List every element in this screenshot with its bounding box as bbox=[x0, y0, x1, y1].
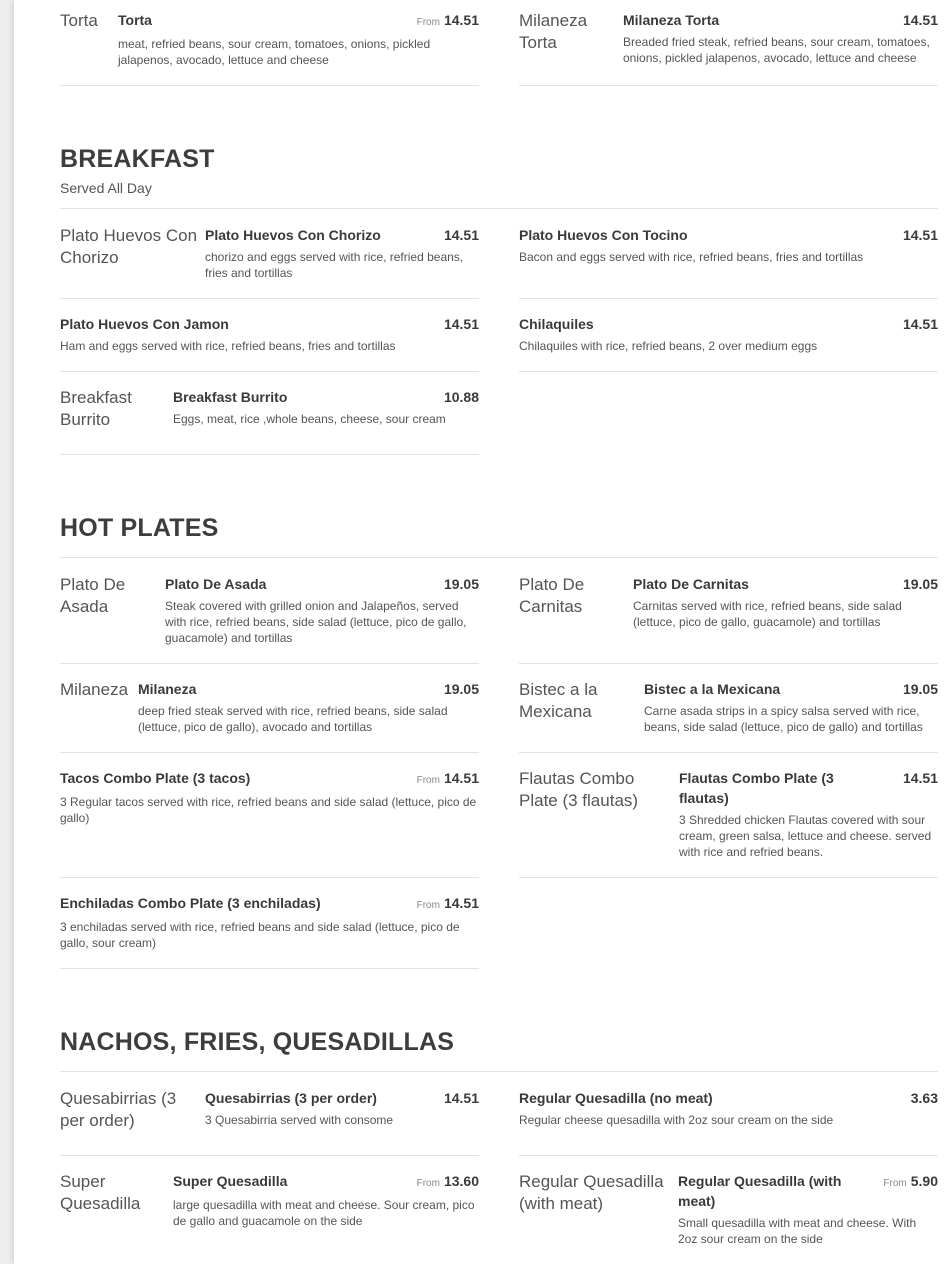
item-description: 3 Shredded chicken Flautas covered with sour cream, green salsa, lettuce and cheese. served with rice and refried beans. bbox=[679, 813, 932, 859]
item-name: Plato Huevos Con Chorizo bbox=[205, 227, 381, 243]
plato-de-carnitas-image: Plato De Carnitas bbox=[519, 575, 585, 616]
item-price: 3.63 bbox=[910, 1090, 938, 1106]
menu-item-tacos-combo-plate[interactable] bbox=[60, 768, 479, 868]
super-quesadilla-image: Super Quesadilla bbox=[60, 1172, 141, 1213]
divider bbox=[519, 752, 938, 753]
item-description: large quesadilla with meat and cheese. Sour cream, pico de gallo and guacamole on the side bbox=[173, 1198, 475, 1228]
item-price: 14.51 bbox=[902, 227, 938, 243]
item-price: From 5.90 bbox=[883, 1173, 938, 1189]
menu-item-regular-quesadilla-with-meat[interactable] bbox=[519, 1171, 938, 1261]
divider bbox=[60, 877, 479, 878]
section-title-nachos-fries-quesadillas: NACHOS, FRIES, QUESADILLAS bbox=[60, 1028, 455, 1056]
item-price: 14.51 bbox=[902, 770, 938, 786]
from-label: From bbox=[416, 17, 440, 28]
section-title-breakfast: BREAKFAST bbox=[60, 145, 215, 173]
item-description: Bacon and eggs served with rice, refried beans, fries and tortillas bbox=[519, 250, 864, 264]
menu-item-chilaquiles[interactable] bbox=[519, 314, 938, 364]
divider bbox=[519, 298, 938, 299]
menu-item-plato-huevos-con-chorizo[interactable] bbox=[60, 225, 479, 290]
item-price: 19.05 bbox=[902, 681, 938, 697]
item-name: Regular Quesadilla (with meat) bbox=[678, 1173, 842, 1209]
divider bbox=[60, 1155, 479, 1156]
divider bbox=[60, 663, 479, 664]
item-price: From 14.51 bbox=[416, 12, 479, 28]
item-description: 3 Quesabirria served with consome bbox=[205, 1113, 394, 1127]
item-name: Bistec a la Mexicana bbox=[644, 681, 781, 697]
from-label: From bbox=[416, 775, 440, 786]
divider bbox=[519, 85, 938, 86]
divider bbox=[60, 968, 479, 969]
item-name: Torta bbox=[118, 12, 152, 28]
item-name: Quesabirrias (3 per order) bbox=[205, 1090, 377, 1106]
item-description: Ham and eggs served with rice, refried beans, fries and tortillas bbox=[60, 339, 396, 353]
item-description: Steak covered with grilled onion and Jalapeños, served with rice, refried beans, side salad (lettuce, pico de gallo, guacamole) and tortillas bbox=[165, 599, 467, 645]
menu-item-flautas-combo-plate[interactable] bbox=[519, 768, 938, 868]
item-description: Carne asada strips in a spicy salsa served with rice, beans, side salad (lettuce, pico de gallo) and tortillas bbox=[644, 704, 923, 734]
menu-item-milaneza-torta[interactable] bbox=[519, 10, 938, 80]
item-description: Breaded fried steak, refried beans, sour cream, tomatoes, onions, pickled jalapenos, avocado, lettuce and cheese bbox=[623, 35, 930, 65]
section-divider bbox=[60, 557, 938, 558]
divider bbox=[60, 454, 479, 455]
item-description: Carnitas served with rice, refried beans, side salad (lettuce, pico de gallo, guacamole) and tortillas bbox=[633, 599, 902, 629]
item-description: Eggs, meat, rice ,whole beans, cheese, sour cream bbox=[173, 412, 446, 426]
menu-item-plato-de-carnitas[interactable] bbox=[519, 574, 938, 656]
divider bbox=[519, 1155, 938, 1156]
section-title-hot-plates: HOT PLATES bbox=[60, 514, 219, 542]
flautas-combo-plate-image: Flautas Combo Plate (3 flautas) bbox=[519, 769, 639, 810]
section-divider bbox=[60, 1071, 938, 1072]
menu-page bbox=[14, 0, 950, 1264]
breakfast-burrito-image: Breakfast Burrito bbox=[60, 388, 132, 429]
item-name: Plato Huevos Con Tocino bbox=[519, 227, 688, 243]
divider bbox=[60, 298, 479, 299]
item-price: 19.05 bbox=[443, 681, 479, 697]
divider bbox=[60, 752, 479, 753]
item-name: Chilaquiles bbox=[519, 316, 594, 332]
milaneza-image: Milaneza bbox=[60, 680, 129, 699]
item-price: 14.51 bbox=[443, 227, 479, 243]
menu-item-quesabirrias[interactable] bbox=[60, 1088, 479, 1148]
item-price: 14.51 bbox=[902, 316, 938, 332]
menu-item-plato-huevos-con-jamon[interactable] bbox=[60, 314, 479, 364]
item-description: Chilaquiles with rice, refried beans, 2 over medium eggs bbox=[519, 339, 818, 353]
menu-item-torta[interactable] bbox=[60, 10, 479, 80]
from-label: From bbox=[416, 1178, 440, 1189]
item-description: 3 Regular tacos served with rice, refried beans and side salad (lettuce, pico de gallo) bbox=[60, 795, 477, 825]
menu-item-enchiladas-combo-plate[interactable] bbox=[60, 893, 479, 961]
item-name: Milaneza Torta bbox=[623, 12, 720, 28]
menu-item-milaneza[interactable] bbox=[60, 679, 479, 745]
item-description: Small quesadilla with meat and cheese. With 2oz sour cream on the side bbox=[678, 1216, 917, 1246]
item-name: Breakfast Burrito bbox=[173, 389, 288, 405]
divider bbox=[519, 877, 938, 878]
section-subtitle: Served All Day bbox=[60, 180, 152, 196]
milaneza-torta-image: Milaneza Torta bbox=[519, 11, 588, 52]
menu-item-plato-huevos-con-tocino[interactable] bbox=[519, 225, 938, 290]
item-name: Milaneza bbox=[138, 681, 197, 697]
item-description: chorizo and eggs served with rice, refried beans, fries and tortillas bbox=[205, 250, 464, 280]
item-price: 19.05 bbox=[443, 576, 479, 592]
item-price: 14.51 bbox=[902, 12, 938, 28]
item-price: 10.88 bbox=[443, 389, 479, 405]
item-price: 14.51 bbox=[443, 1090, 479, 1106]
item-name: Flautas Combo Plate (3 flautas) bbox=[679, 770, 834, 806]
divider bbox=[519, 663, 938, 664]
quesabirrias-image: Quesabirrias (3 per order) bbox=[60, 1089, 177, 1130]
item-price: 14.51 bbox=[443, 316, 479, 332]
divider bbox=[60, 85, 479, 86]
item-description: 3 enchiladas served with rice, refried beans and side salad (lettuce, pico de gallo, sour cream) bbox=[60, 920, 460, 950]
divider bbox=[60, 371, 479, 372]
item-name: Super Quesadilla bbox=[173, 1173, 288, 1189]
item-price: From 13.60 bbox=[416, 1173, 479, 1189]
item-description: Regular cheese quesadilla with 2oz sour cream on the side bbox=[519, 1113, 834, 1127]
torta-image: Torta bbox=[60, 11, 98, 30]
from-label: From bbox=[883, 1178, 907, 1189]
item-name: Enchiladas Combo Plate (3 enchiladas) bbox=[60, 895, 321, 911]
plato-de-asada-image: Plato De Asada bbox=[60, 575, 126, 616]
item-name: Plato De Carnitas bbox=[633, 576, 749, 592]
menu-item-plato-de-asada[interactable] bbox=[60, 574, 479, 656]
menu-item-super-quesadilla[interactable] bbox=[60, 1171, 479, 1261]
item-price: 19.05 bbox=[902, 576, 938, 592]
item-name: Regular Quesadilla (no meat) bbox=[519, 1090, 713, 1106]
item-name: Tacos Combo Plate (3 tacos) bbox=[60, 770, 251, 786]
item-description: meat, refried beans, sour cream, tomatoes, onions, pickled jalapenos, avocado, lettuce and cheese bbox=[118, 37, 431, 67]
menu-item-regular-quesadilla-no-meat[interactable] bbox=[519, 1088, 938, 1148]
item-price: From 14.51 bbox=[416, 895, 479, 911]
divider bbox=[519, 371, 938, 372]
regular-quesadilla-with-meat-image: Regular Quesadilla (with meat) bbox=[519, 1172, 664, 1213]
menu-item-breakfast-burrito[interactable] bbox=[60, 387, 479, 447]
item-price: From 14.51 bbox=[416, 770, 479, 786]
section-divider bbox=[60, 208, 938, 209]
menu-item-bistec-a-la-mexicana[interactable] bbox=[519, 679, 938, 745]
item-name: Plato Huevos Con Jamon bbox=[60, 316, 229, 332]
item-name: Plato De Asada bbox=[165, 576, 267, 592]
bistec-a-la-mexicana-image: Bistec a la Mexicana bbox=[519, 680, 598, 721]
plato-huevos-con-chorizo-image: Plato Huevos Con Chorizo bbox=[60, 226, 198, 267]
from-label: From bbox=[416, 900, 440, 911]
item-description: deep fried steak served with rice, refried beans, side salad (lettuce, pico de gallo), avocado and tortillas bbox=[138, 704, 448, 734]
